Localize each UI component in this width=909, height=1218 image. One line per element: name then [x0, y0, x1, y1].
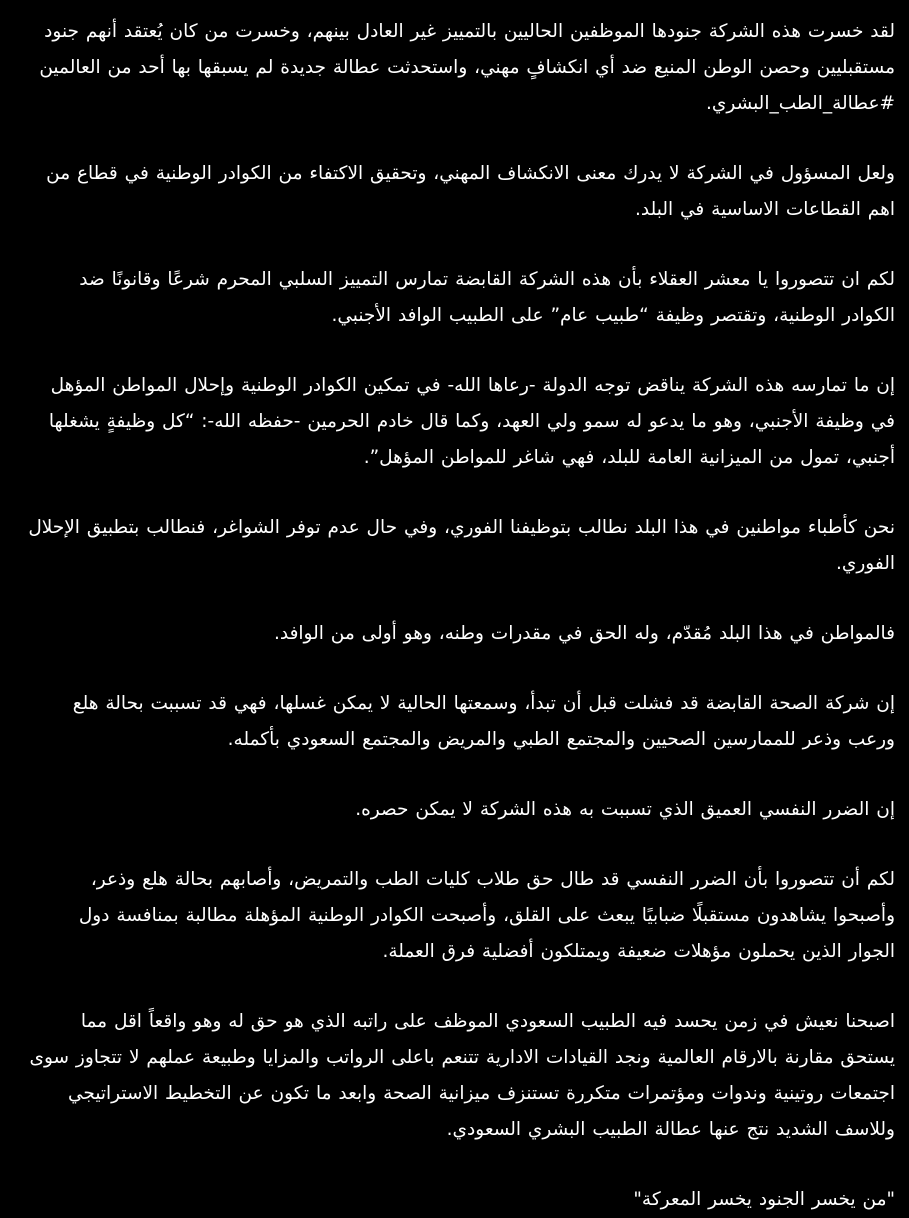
paragraph-9: لكم أن تتصوروا بأن الضرر النفسي قد طال حق طلاب كليات الطب والتمريض، وأصابهم بحالة هلع وذعر، وأصبحوا يشاهدون مستقبلًا ضبابيًا يبعث على القلق، وأصبحت الكوادر الوطنية المؤهلة مطالبة بمنافسة دول الجوار الذين يحملون مؤهلات ضعيفة ويمتلكون أفضلية فرق العملة. [78, 869, 895, 962]
paragraph-10: اصبحنا نعيش في زمن يحسد فيه الطبيب السعودي الموظف على راتبه الذي هو حق له وهو واقعاً اقل مما يستحق مقارنة بالارقام العالمية ونجد القيادات الادارية تتنعم باعلى الرواتب والمزايا وطبيعة عملهم لا تتجاوز سوى اجتمعات روتينية وندوات ومؤتمرات متكررة تستنزف ميزانية الصحة وابعد ما تكون عن التخطيط الاستراتيجي وللاسف الشديد نتج عنها عطالة الطبيب البشري السعودي. [29, 1011, 895, 1140]
paragraph-7: إن شركة الصحة القابضة قد فشلت قبل أن تبدأ، وسمعتها الحالية لا يمكن غسلها، فهي قد تسببت بحالة هلع ورعب وذعر للممارسين الصحيين والمجتمع الطبي والمريض والمجتمع السعودي بأكمله. [72, 693, 895, 750]
paragraph-8: إن الضرر النفسي العميق الذي تسببت به هذه الشركة لا يمكن حصره. [355, 799, 895, 820]
paragraph-6: فالمواطن في هذا البلد مُقدّم، وله الحق في مقدرات وطنه، وهو أولى من الوافد. [273, 623, 895, 644]
closing-quote: "من يخسر الجنود يخسر المعركة" [633, 1189, 895, 1210]
paragraph-4: إن ما تمارسه هذه الشركة يناقض توجه الدولة -رعاها الله- في تمكين الكوادر الوطنية وإحلال المواطن المؤهل في وظيفة الأجنبي، وهو ما يدعو له سمو ولي العهد، وكما قال خادم الحرمين -حفظه الله-: “كل وظيفةٍ يشغلها أجنبي، تمول من الميزانية العامة للبلد، فهي شاغر للمواطن المؤهل”. [48, 375, 895, 468]
paragraph-2: ولعل المسؤول في الشركة لا يدرك معنى الانكشاف المهني، وتحقيق الاكتفاء من الكوادر الوطنية في قطاع من اهم القطاعات الاساسية في البلد. [46, 163, 895, 220]
paragraph-1: لقد خسرت هذه الشركة جنودها الموظفين الحاليين بالتمييز غير العادل بينهم، وخسرت من كان يُعتقد أنهم جنود مستقبليين وحصن الوطن المنيع ضد أي انكشافٍ مهني، واستحدثت عطالة جديدة لم يسبقها بها أحد من العالمين #عطالة_الطب_البشري. [39, 21, 895, 114]
paragraph-5: نحن كأطباء مواطنين في هذا البلد نطالب بتوظيفنا الفوري، وفي حال عدم توفر الشواغر، فنطالب بتطبيق الإحلال الفوري. [28, 517, 895, 574]
paragraph-3: لكم ان تتصوروا يا معشر العقلاء بأن هذه الشركة القابضة تمارس التمييز السلبي المحرم شرعًا وقانونًا ضد الكوادر الوطنية، وتقتصر وظيفة “طبيب عام” على الطبيب الوافد الأجنبي. [79, 269, 895, 326]
